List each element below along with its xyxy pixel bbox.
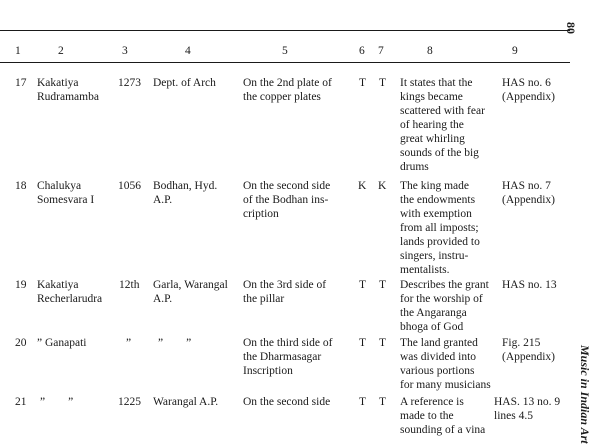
place: Warangal A.P. [153, 396, 219, 408]
table-top-rule [0, 30, 570, 31]
inscription-location: On the third side of the Dharmasagar Inscription [243, 337, 333, 377]
col-header-9: 9 [512, 45, 518, 57]
script-code: T [359, 77, 367, 89]
dynasty-name: Kakatiya Rudramamba [37, 77, 99, 103]
row-number: 19 [15, 279, 27, 291]
place: ” ” [158, 337, 192, 349]
row-number: 21 [15, 396, 27, 408]
description: It states that the kings became scattered with fear of hearing the great whirling sounds of the big drums [400, 77, 485, 173]
dynasty-name: ” Ganapati [37, 337, 87, 349]
header-bottom-rule [0, 62, 570, 63]
col-header-4: 4 [185, 45, 191, 57]
inscription-location: On the second side [243, 396, 331, 408]
script-code: T [359, 279, 367, 291]
description: Describes the grant for the worship of the Angaranga bhoga of God [400, 279, 489, 333]
col-header-3: 3 [122, 45, 128, 57]
col-header-1: 1 [15, 45, 21, 57]
row-number: 17 [15, 77, 27, 89]
col-header-5: 5 [282, 45, 288, 57]
script-code: K [358, 180, 367, 192]
date: 1225 [118, 396, 141, 408]
description: A reference is made to the sounding of a vina [400, 396, 486, 436]
reference: HAS no. 6 (Appendix) [502, 77, 556, 103]
description: The land granted was divided into various portions for many musicians [400, 337, 491, 391]
reference: HAS no. 7 (Appendix) [502, 180, 556, 206]
language-code: T [379, 279, 387, 291]
row-number: 20 [15, 337, 27, 349]
date: 12th [119, 279, 140, 291]
inscription-location: On the second side of the Bodhan ins- cription [243, 180, 331, 220]
description: The king made the endowments with exemption from all imposts; lands provided to singers, instru- mentalists. [400, 180, 480, 276]
language-code: T [379, 337, 387, 349]
place: Dept. of Arch [153, 77, 216, 89]
dynasty-name: ” ” [40, 396, 74, 408]
col-header-7: 7 [378, 45, 384, 57]
reference: HAS no. 13 [502, 279, 557, 291]
reference: HAS. 13 no. 9 lines 4.5 [494, 396, 561, 422]
script-code: T [359, 337, 367, 349]
col-header-8: 8 [427, 45, 433, 57]
dynasty-name: Kakatiya Recherlarudra [37, 279, 103, 305]
page-number: 80 [564, 22, 578, 34]
date: 1056 [118, 180, 141, 192]
place: Bodhan, Hyd. A.P. [153, 180, 218, 206]
dynasty-name: Chalukya Somesvara I [37, 180, 95, 206]
place: Garla, Warangal A.P. [153, 279, 228, 305]
language-code: K [378, 180, 387, 192]
language-code: T [379, 396, 387, 408]
row-number: 18 [15, 180, 27, 192]
date: ” [126, 337, 132, 349]
reference: Fig. 215 (Appendix) [502, 337, 556, 363]
col-header-6: 6 [359, 45, 365, 57]
inscription-location: On the 2nd plate of the copper plates [243, 77, 332, 103]
col-header-2: 2 [58, 45, 64, 57]
date: 1273 [118, 77, 141, 89]
inscription-location: On the 3rd side of the pillar [243, 279, 327, 305]
language-code: T [379, 77, 387, 89]
script-code: T [359, 396, 367, 408]
running-title: Music in Indian Art [578, 345, 592, 444]
